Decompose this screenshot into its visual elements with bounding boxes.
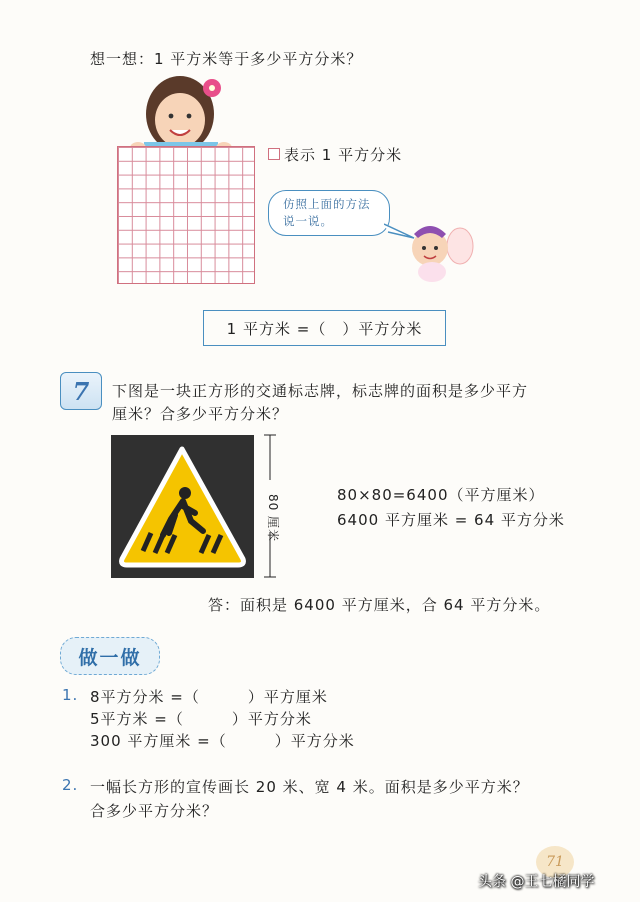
square-meter-grid: [117, 146, 255, 284]
square-decimeter-icon: [268, 148, 280, 160]
example-text-line-2: 厘米？合多少平方分米？: [112, 405, 289, 423]
question-2-number: 2.: [62, 776, 79, 794]
practice-title-badge: 做一做: [60, 637, 160, 675]
dimension-label: 80 厘米: [266, 494, 280, 543]
formula-box: 1 平方米 =（ ）平方分米: [203, 310, 446, 346]
pedestrian-crossing-icon: [111, 435, 254, 578]
traffic-sign: [111, 435, 254, 578]
watermark-text: 头条 @王七橘同学: [478, 874, 595, 890]
girl-illustration: [122, 66, 240, 152]
page-number: 71: [536, 846, 574, 878]
example-text-line-1: 下图是一块正方形的交通标志牌，标志牌的面积是多少平方: [112, 382, 529, 400]
answer-text: 答：面积是 6400 平方厘米，合 64 平方分米。: [208, 596, 551, 614]
bubble-line-2: 说一说。: [283, 214, 333, 228]
question-2-line-1: 一幅长方形的宣传画长 20 米、宽 4 米。面积是多少平方米？: [90, 778, 529, 796]
calculation-line-1: 80×80=6400（平方厘米）: [337, 486, 545, 504]
bubble-line-1: 仿照上面的方法: [283, 197, 371, 211]
question-1a: 8平方分米 =（ ）平方厘米: [90, 688, 328, 706]
question-1-number: 1.: [62, 686, 79, 704]
angel-illustration: [402, 212, 474, 286]
legend-text: 表示 1 平方分米: [284, 146, 403, 164]
calculation-line-2: 6400 平方厘米 = 64 平方分米: [337, 511, 565, 529]
question-1b: 5平方米 =（ ）平方分米: [90, 710, 312, 728]
think-question: 想一想：1 平方米等于多少平方分米？: [90, 50, 363, 68]
question-2-line-2: 合多少平方分米？: [90, 802, 219, 820]
speech-bubble: [268, 190, 390, 236]
example-number-badge: 7: [60, 372, 102, 410]
question-1c: 300 平方厘米 =（ ）平方分米: [90, 732, 355, 750]
